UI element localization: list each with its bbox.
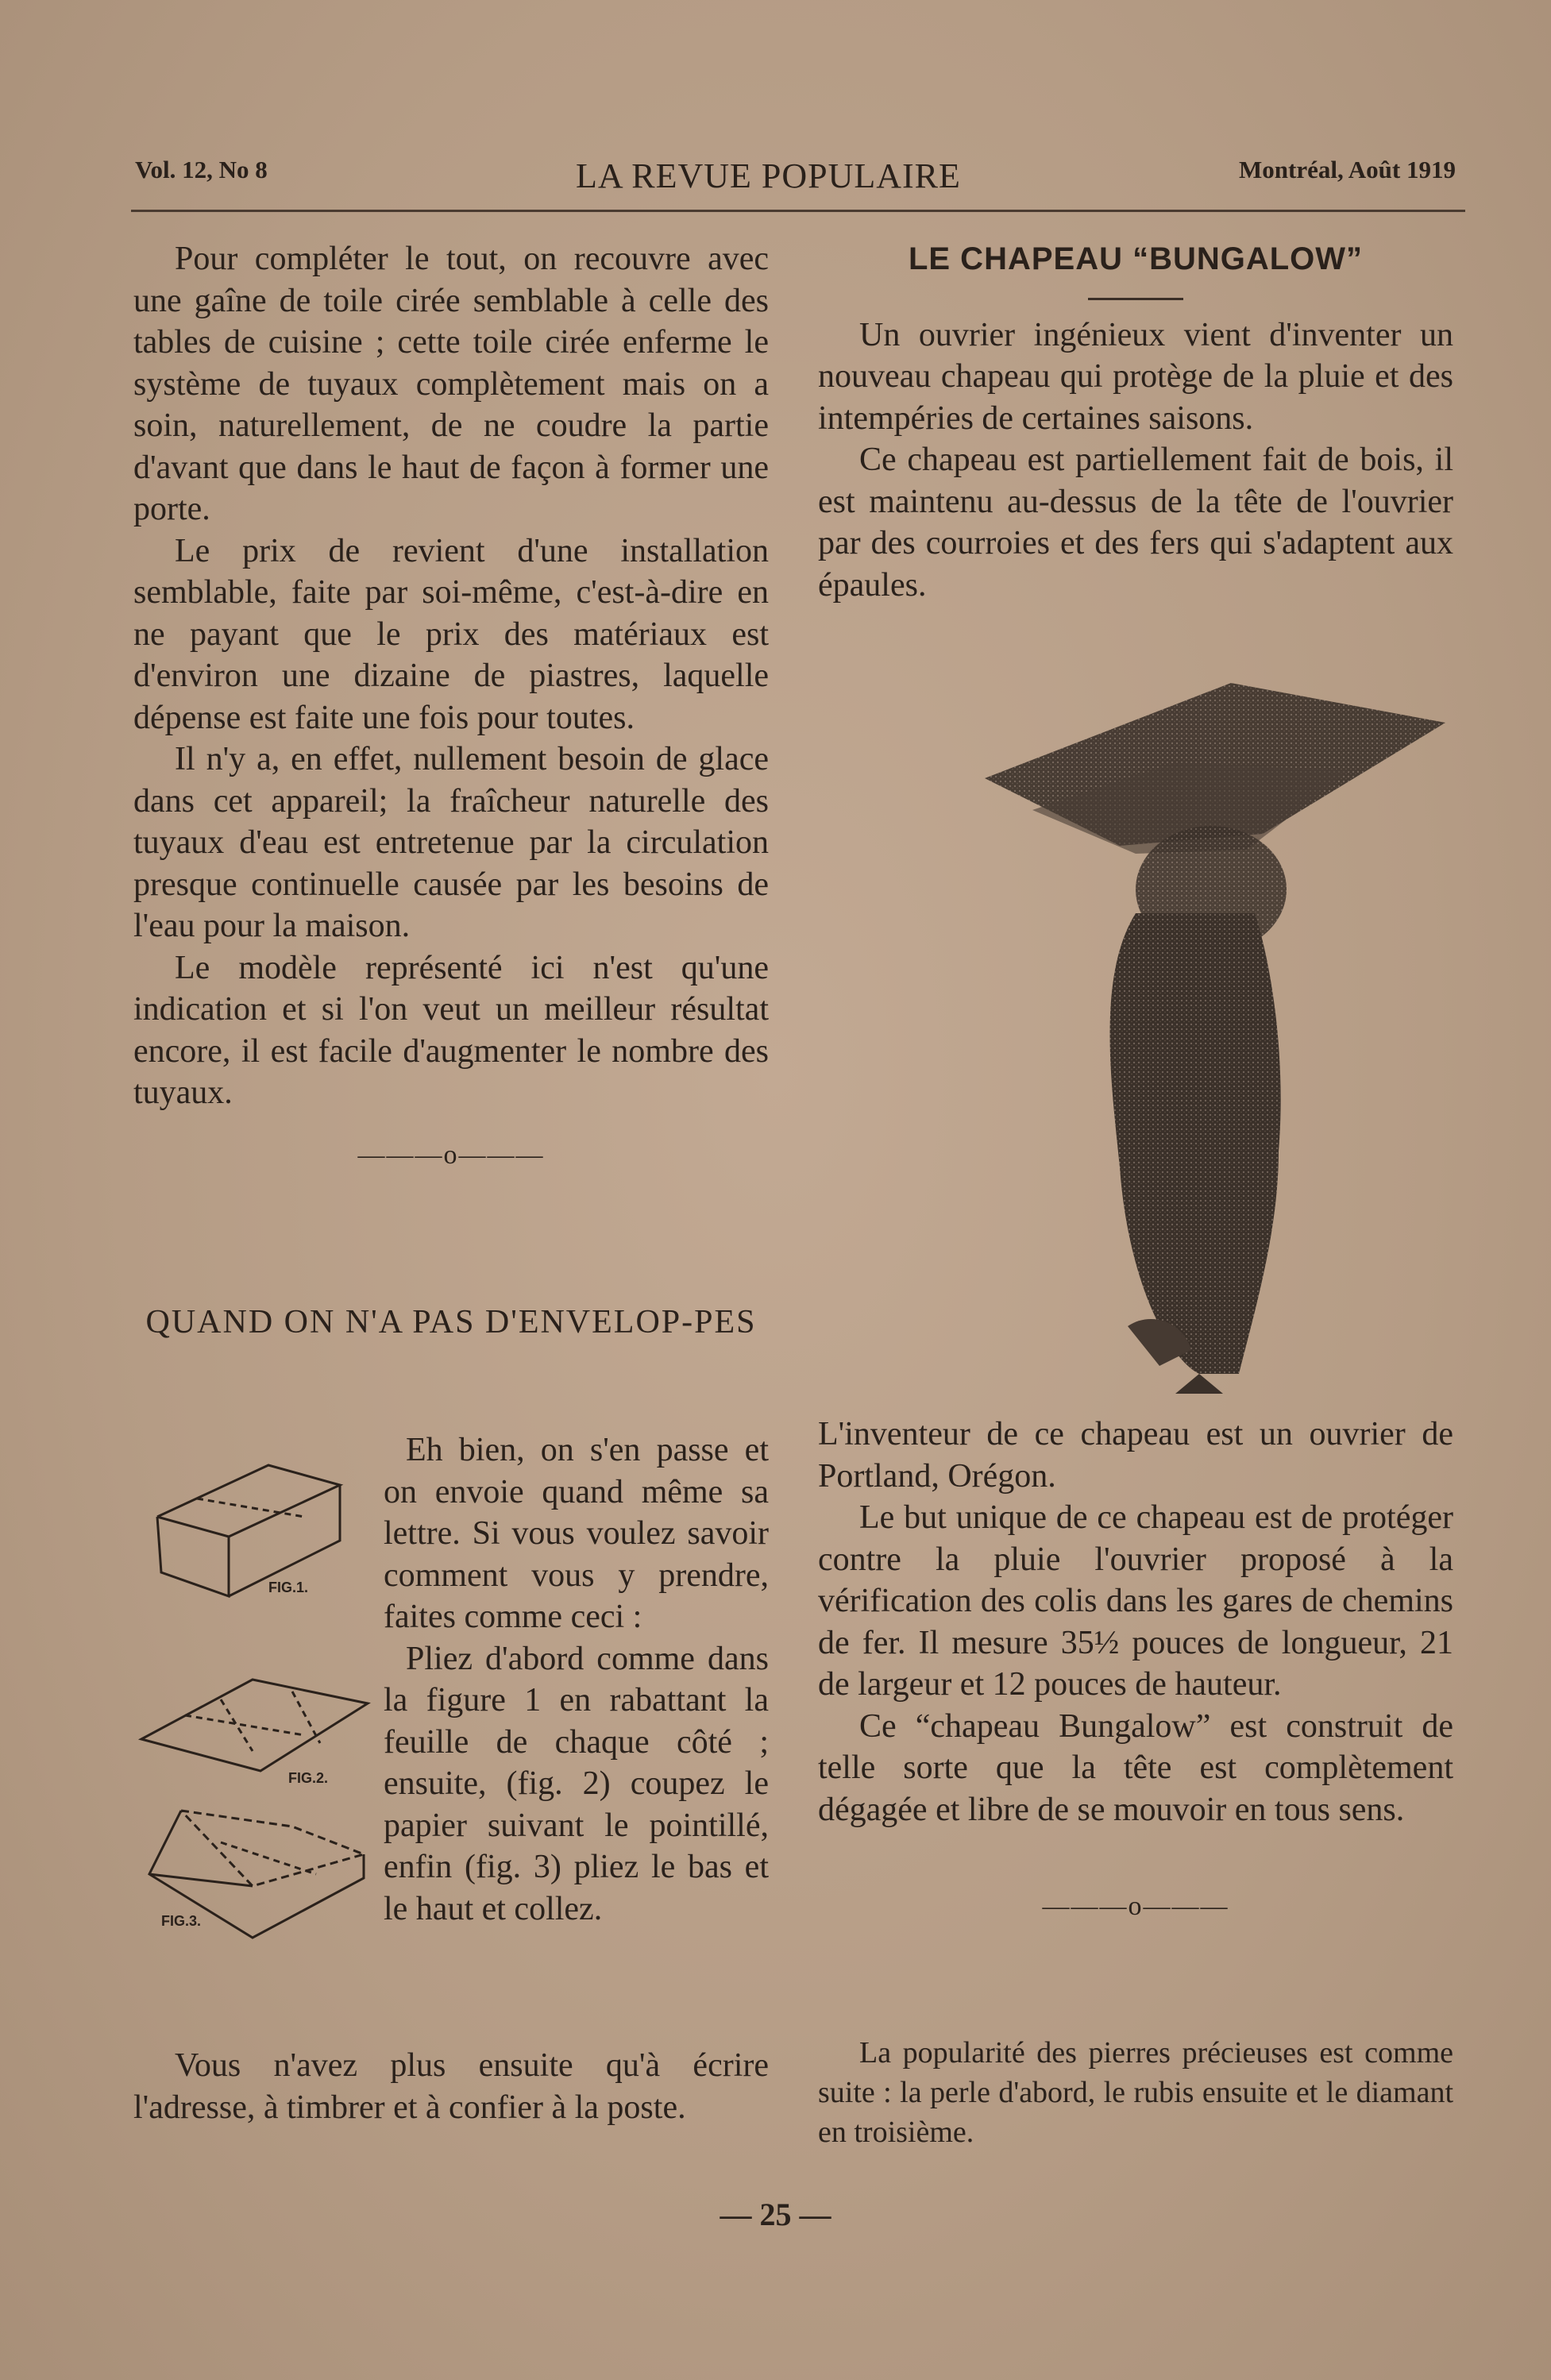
- fig2-label: FIG.2.: [288, 1770, 329, 1786]
- gemstones-note: [818, 2033, 1453, 2152]
- paragraph: Vous n'avez plus ensuite qu'à écrire l'adresse, à timbrer et à confier à la poste.: [133, 2047, 769, 2126]
- page-number: — 25 —: [720, 2197, 831, 2232]
- fig2-drawing: [141, 1680, 368, 1771]
- fig1-label: FIG.1.: [268, 1580, 309, 1595]
- paragraph: Un ouvrier ingénieux vient d'inventer un nouveau chapeau qui protège de la pluie et des intempéries de certaines saisons.: [818, 316, 1453, 437]
- paragraph: Il n'y a, en effet, nullement besoin de glace dans cet appareil; la fraîcheur naturelle des tuyaux d'eau est entretenue par la circulation presque continuelle causée par les besoins de l'eau pour la maison.: [133, 741, 769, 944]
- title-rule: [1088, 298, 1183, 300]
- worker-with-hat-image: [937, 675, 1485, 1398]
- paragraph: Le modèle représenté ici n'est qu'une indication et si l'on veut un meilleur résultat encore, il est facile d'augmenter le nombre des tuyaux.: [133, 949, 769, 1111]
- fig3-label: FIG.3.: [161, 1913, 202, 1929]
- publication-title: LA REVUE POPULAIRE: [576, 156, 961, 195]
- paragraph: Le but unique de ce chapeau est de protéger contre la pluie l'ouvrier proposé à la vérification des colis dans les gares de chemins de fer. Il mesure 35½ pouces de longueur, 21 de largeur et 12 pouces de hauteur.: [818, 1499, 1453, 1703]
- section-separator: ———o———: [357, 1140, 545, 1170]
- header-rule: [131, 210, 1465, 212]
- right-column-bottom: [818, 1414, 1453, 1928]
- left-column: [133, 238, 769, 1176]
- envelopes-article-title: QUAND ON N'A PAS D'ENVELOP-PES: [145, 1304, 757, 1340]
- fig1-drawing: [157, 1465, 340, 1596]
- bungalow-hat-illustration: [937, 675, 1485, 1398]
- issue-date: Montréal, Août 1919: [1239, 156, 1456, 183]
- bungalow-article-title: LE CHAPEAU “BUNGALOW”: [908, 241, 1364, 276]
- section-separator: ———o———: [1042, 1892, 1229, 1921]
- volume-number: Vol. 12, No 8: [135, 156, 268, 183]
- right-column-top: [818, 238, 1453, 606]
- paragraph: Ce chapeau est partiellement fait de bois, il est maintenu au-dessus de la tête de l'ouvrier par des courroies et des fers qui s'adaptent aux épaules.: [818, 442, 1453, 604]
- envelopes-closing: [133, 2045, 769, 2128]
- paragraph: La popularité des pierres précieuses est comme suite : la perle d'abord, le rubis ensuite et le diamant en troisième.: [818, 2036, 1453, 2149]
- paragraph: Ce “chapeau Bungalow” est construit de telle sorte que la tête est complètement dégagée et libre de se mouvoir en tous sens.: [818, 1707, 1453, 1828]
- paragraph: Pour compléter le tout, on recouvre avec une gaîne de toile cirée semblable à celle des tables de cuisine ; cette toile cirée enferme le système de tuyaux complètement mais on a soin, naturellement, de ne coudre la partie d'avant que dans le haut de façon à former une porte.: [133, 241, 769, 527]
- envelopes-article-body: [133, 1429, 769, 1950]
- folding-figures: [133, 1429, 384, 1950]
- paragraph: Eh bien, on s'en passe et on envoie quand même sa lettre. Si vous voulez savoir comment vous y prendre, faites comme ceci :: [384, 1432, 769, 1635]
- paragraph: Le prix de revient d'une installation semblable, faite par soi-même, c'est-à-dire en ne payant que le prix des matériaux est d'environ une dizaine de piastres, laquelle dépense est faite une fois pour toutes.: [133, 532, 769, 736]
- paragraph: Pliez d'abord comme dans la figure 1 en rabattant la feuille de chaque côté ; ensuite, (fig. 2) coupez le papier suivant le pointillé, enfin (fig. 3) pliez le bas et le haut et collez.: [384, 1640, 769, 1927]
- paragraph: L'inventeur de ce chapeau est un ouvrier de Portland, Orégon.: [818, 1416, 1453, 1495]
- envelope-fold-diagram: [133, 1429, 384, 1950]
